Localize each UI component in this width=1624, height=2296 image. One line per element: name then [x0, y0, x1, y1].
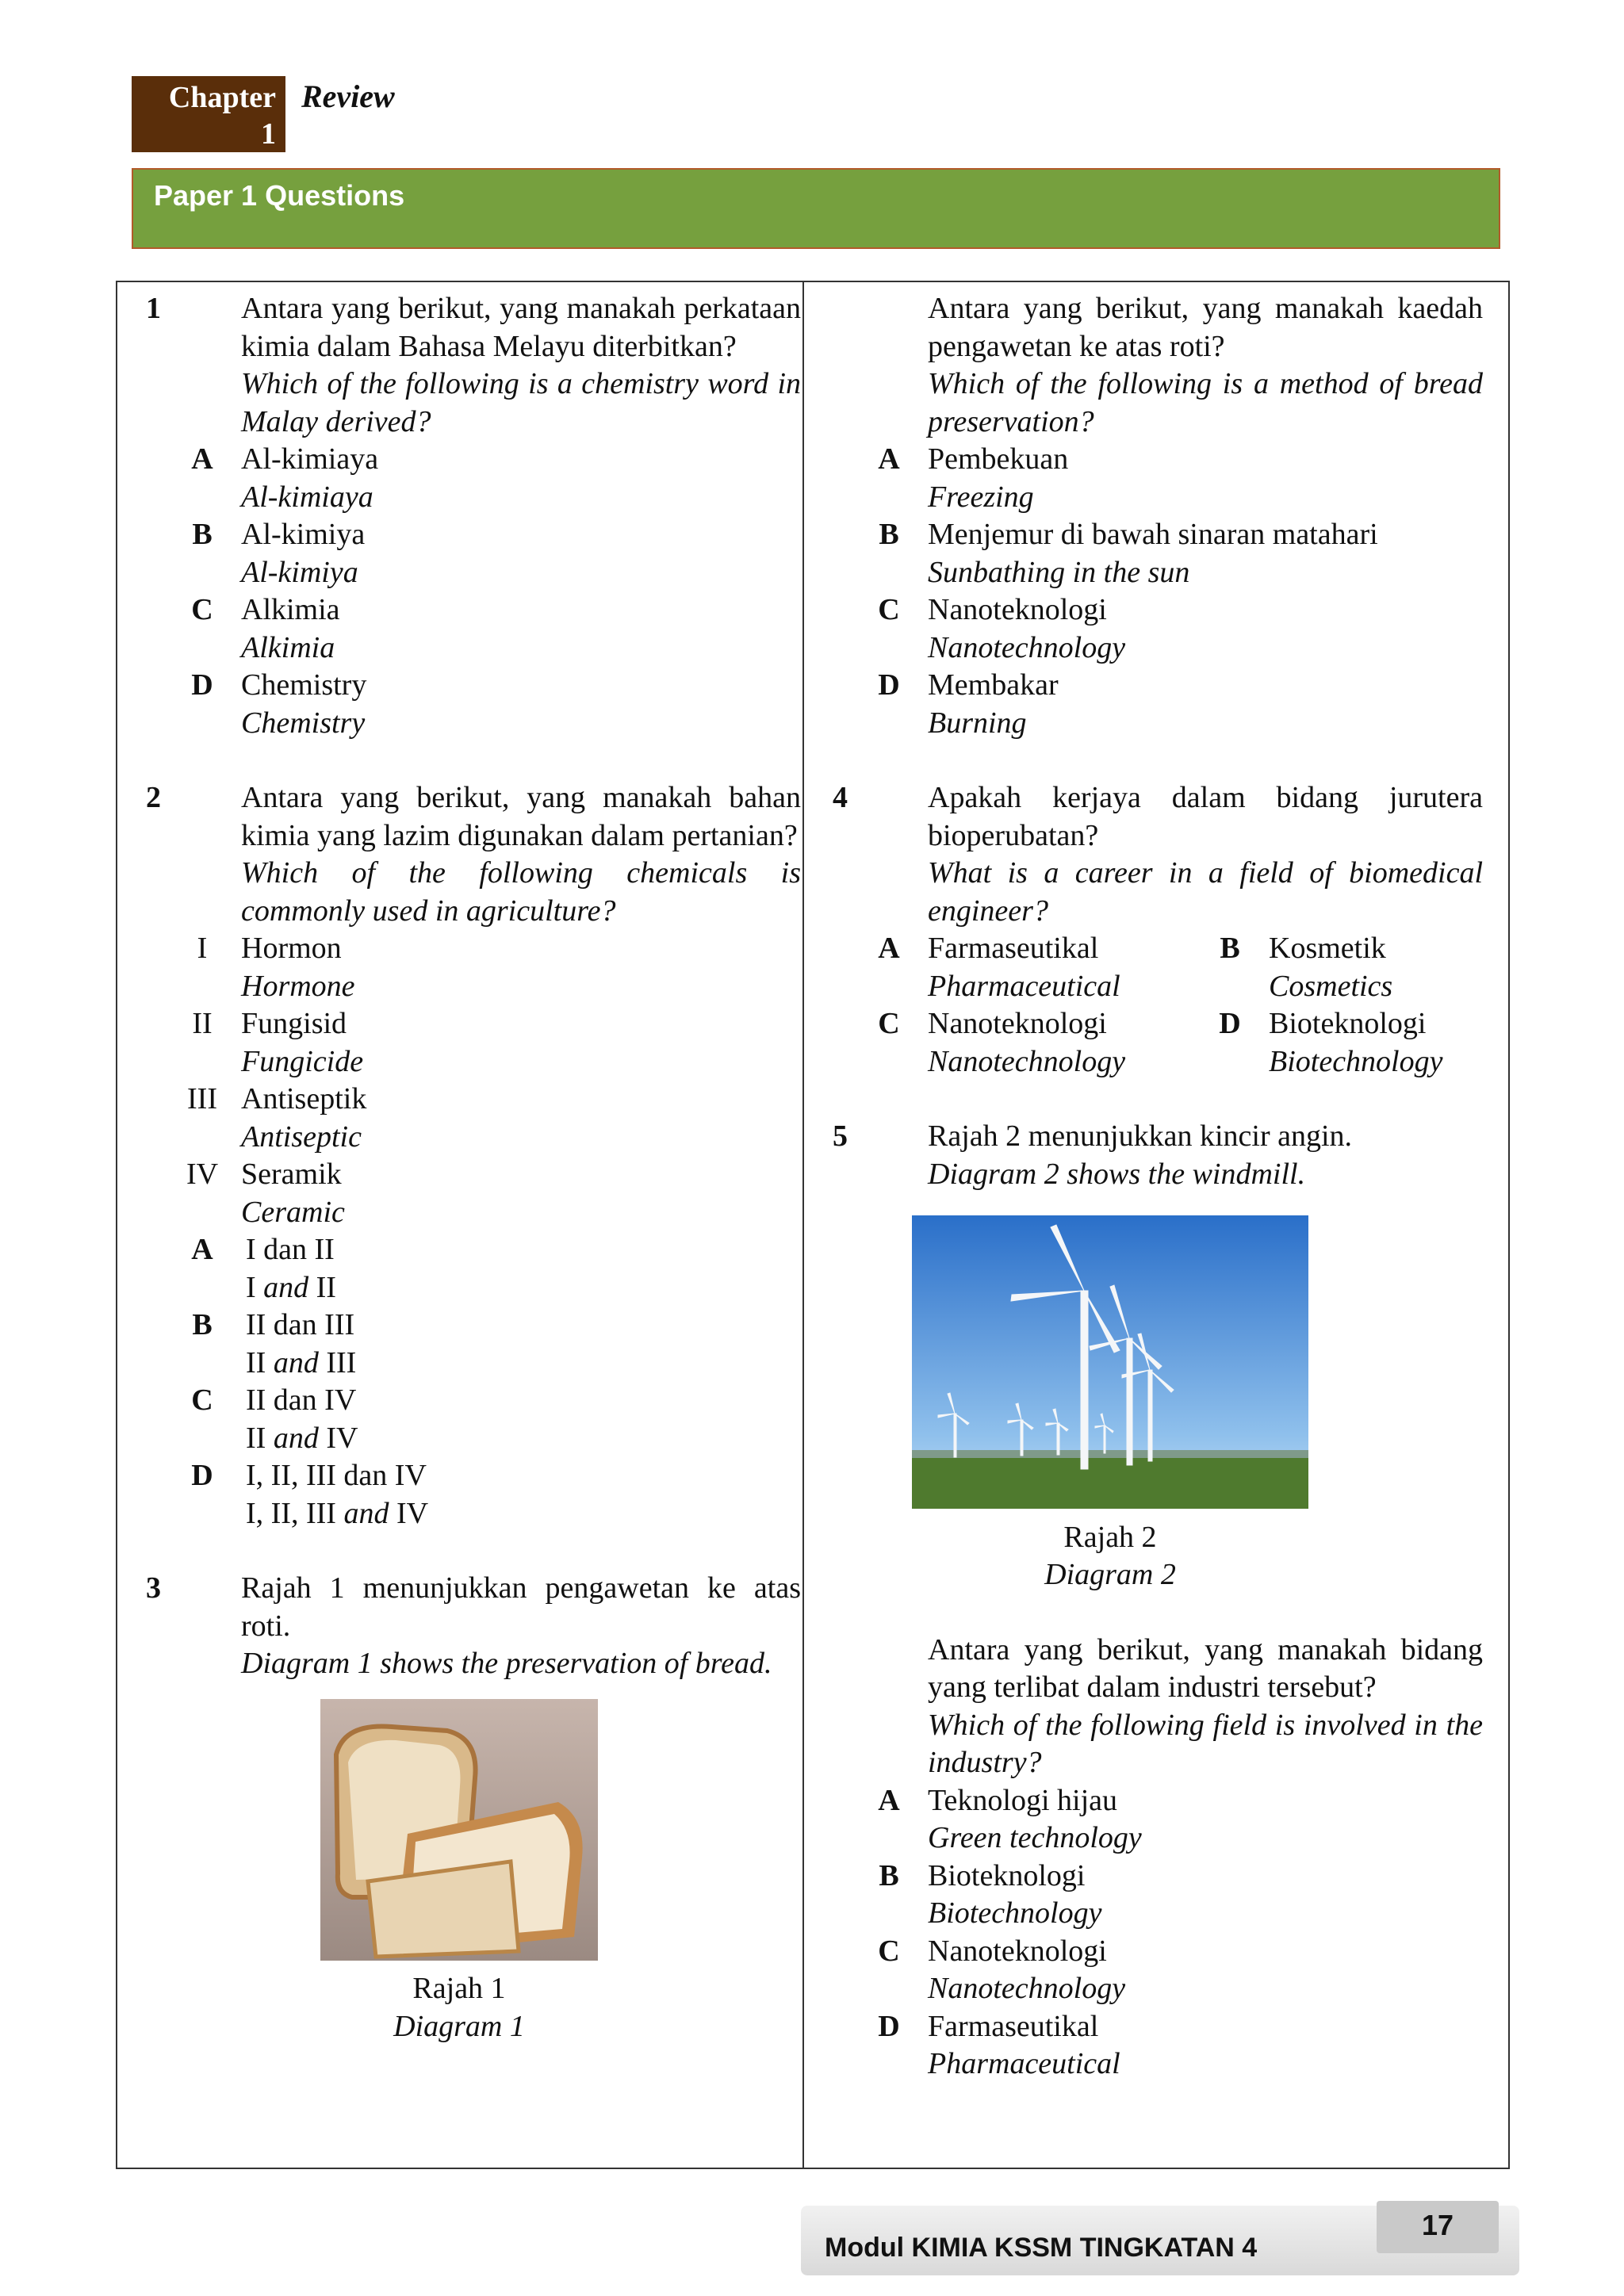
- question-2: [146, 779, 801, 1533]
- question-3: [146, 1570, 801, 2045]
- option-text-en: Alkimia: [241, 630, 335, 664]
- figure-caption-en: Diagram 2: [1044, 1558, 1176, 1591]
- statement-numeral: II: [192, 1007, 213, 1040]
- option-c: [878, 591, 1483, 667]
- option-b: [192, 516, 801, 591]
- chapter-review-title: Review: [301, 78, 395, 114]
- option-text-en: Al-kimiaya: [241, 480, 373, 514]
- option-text-en: Chemistry: [241, 706, 366, 740]
- option-text-ms: Teknologi hijau: [928, 1783, 1118, 1817]
- option-a: [191, 1231, 801, 1307]
- question-intro-en: Diagram 1 shows the preservation of bread.: [241, 1647, 772, 1680]
- option-text-ms: Bioteknologi: [1269, 1007, 1427, 1040]
- statement-numeral: I: [197, 932, 208, 965]
- option-c: [878, 1933, 1483, 2008]
- statement-text-en: Hormone: [241, 969, 355, 1003]
- option-letter: D: [878, 2009, 900, 2043]
- right-column: [833, 282, 1483, 2084]
- option-text-en: Nanotechnology: [928, 1044, 1126, 1078]
- diagram-1: [117, 1699, 801, 2046]
- statement-ii: [192, 1005, 801, 1081]
- option-a: [878, 441, 1483, 516]
- option-letter: A: [878, 932, 900, 965]
- figure-caption-ms: Rajah 2: [1063, 1520, 1157, 1554]
- option-letter: B: [1220, 932, 1240, 965]
- option-text-ms: II dan III: [246, 1308, 355, 1341]
- option-text-ms: I dan II: [246, 1233, 335, 1266]
- option-text-ms: Membakar: [928, 668, 1059, 702]
- statement-text-ms: Antiseptik: [241, 1082, 367, 1115]
- option-text-en: Nanotechnology: [928, 630, 1126, 664]
- option-text-en: Biotechnology: [928, 1896, 1102, 1930]
- option-text-en: Cosmetics: [1269, 969, 1393, 1003]
- diagram-2: [864, 1215, 1356, 1594]
- option-d: [1219, 1005, 1443, 1081]
- option-letter: C: [878, 1007, 900, 1040]
- option-letter: A: [878, 1783, 900, 1817]
- question-stem-en: Which of the following field is involved in the industry?: [928, 1708, 1483, 1779]
- option-text-ms: Al-kimiya: [241, 518, 366, 551]
- option-b: [192, 1307, 801, 1382]
- windmill-image: [912, 1215, 1308, 1509]
- statement-text-en: Fungicide: [241, 1044, 364, 1078]
- question-number: 4: [833, 781, 848, 814]
- question-intro-ms: Rajah 2 menunjukkan kincir angin.: [928, 1119, 1353, 1153]
- question-stem-en: What is a career in a field of biomedical engineer?: [928, 856, 1483, 928]
- option-letter: A: [878, 442, 900, 476]
- statement-iii: [187, 1081, 801, 1156]
- question-stem-en: Which of the following is a method of bread preservation?: [928, 367, 1483, 438]
- option-text-ms: Chemistry: [241, 668, 367, 702]
- option-text-en: II and IV: [246, 1421, 358, 1455]
- option-d: [191, 667, 801, 742]
- left-column: [146, 282, 801, 2045]
- option-letter: D: [191, 1459, 213, 1492]
- question-1: [146, 290, 801, 742]
- option-text-ms: II dan IV: [246, 1383, 357, 1417]
- option-text-ms: Nanoteknologi: [928, 1934, 1107, 1968]
- option-letter: A: [191, 442, 213, 476]
- option-letter: B: [879, 518, 899, 551]
- option-letter: C: [191, 593, 213, 626]
- question-number: 1: [146, 292, 161, 325]
- option-text-en: Burning: [928, 706, 1027, 740]
- statement-text-ms: Fungisid: [241, 1007, 347, 1040]
- option-letter: D: [191, 668, 213, 702]
- paper-banner: [132, 168, 1500, 249]
- question-number: 2: [146, 781, 161, 814]
- statement-numeral: III: [187, 1082, 217, 1115]
- option-text-ms: Al-kimiaya: [241, 442, 379, 476]
- option-text-ms: Menjemur di bawah sinaran matahari: [928, 518, 1378, 551]
- question-intro-en: Diagram 2 shows the windmill.: [928, 1157, 1306, 1191]
- questions-table: [116, 281, 1510, 2169]
- paper-banner-title: Paper 1 Questions: [154, 179, 405, 212]
- question-stem-ms: Antara yang berikut, yang manakah kaedah pengawetan ke atas roti?: [928, 292, 1483, 363]
- question-number: 5: [833, 1119, 848, 1153]
- chapter-number: 1: [261, 117, 276, 151]
- option-d: [878, 2008, 1483, 2084]
- option-text-ms: I, II, III dan IV: [246, 1459, 427, 1492]
- question-stem-ms: Antara yang berikut, yang manakah bidang yang terlibat dalam industri tersebut?: [928, 1632, 1483, 1704]
- option-a: [878, 1782, 1483, 1858]
- question-stem-ms: Apakah kerjaya dalam bidang jurutera bioperubatan?: [928, 781, 1483, 852]
- option-text-ms: Kosmetik: [1269, 932, 1386, 965]
- column-divider: [802, 282, 804, 2168]
- option-letter: B: [879, 1858, 899, 1892]
- option-letter: D: [878, 668, 900, 702]
- option-text-en: Nanotechnology: [928, 1972, 1126, 2005]
- chapter-text: Chapter: [168, 81, 276, 114]
- option-b: [879, 1858, 1483, 1933]
- option-text-ms: Pembekuan: [928, 442, 1069, 476]
- figure-caption-en: Diagram 1: [393, 2009, 525, 2043]
- option-letter: C: [878, 593, 900, 626]
- figure-caption-ms: Rajah 1: [412, 1972, 506, 2005]
- page-number: 17: [1421, 2209, 1454, 2241]
- option-text-en: Pharmaceutical: [928, 969, 1120, 1003]
- option-text-ms: Alkimia: [241, 593, 340, 626]
- option-letter: B: [192, 1308, 213, 1341]
- option-text-en: Biotechnology: [1269, 1044, 1443, 1078]
- question-stem-en: Which of the following chemicals is commonly used in agriculture?: [241, 856, 801, 928]
- statement-iv: [186, 1156, 801, 1231]
- option-letter: C: [878, 1934, 900, 1968]
- option-text-ms: Farmaseutikal: [928, 932, 1099, 965]
- option-text-en: Sunbathing in the sun: [928, 555, 1190, 589]
- option-letter: D: [1219, 1007, 1241, 1040]
- option-text-en: I and II: [246, 1270, 336, 1304]
- option-text-ms: Farmaseutikal: [928, 2009, 1099, 2043]
- option-d: [878, 667, 1483, 742]
- option-b: [1220, 930, 1393, 1005]
- option-c: [191, 1382, 801, 1457]
- options-grid: [878, 930, 1483, 1081]
- statement-numeral: IV: [186, 1158, 219, 1191]
- option-text-en: I, II, III and IV: [246, 1496, 429, 1530]
- question-intro-ms: Rajah 1 menunjukkan pengawetan ke atas roti.: [241, 1571, 801, 1643]
- question-5: [833, 1118, 1483, 2084]
- question-number: 3: [146, 1571, 161, 1605]
- option-letter: A: [191, 1233, 213, 1266]
- option-text-en: II and III: [246, 1345, 357, 1380]
- option-c: [191, 591, 801, 667]
- option-b: [879, 516, 1483, 591]
- option-text-ms: Nanoteknologi: [928, 1007, 1107, 1040]
- page-number-tab: [1377, 2201, 1499, 2253]
- question-stem-ms: Antara yang berikut, yang manakah bahan kimia yang lazim digunakan dalam pertanian?: [241, 781, 801, 852]
- module-title: Modul KIMIA KSSM TINGKATAN 4: [825, 2233, 1258, 2263]
- option-text-ms: Nanoteknologi: [928, 593, 1107, 626]
- option-text-ms: Bioteknologi: [928, 1858, 1086, 1892]
- option-letter: C: [191, 1383, 213, 1417]
- question-stem-ms: Antara yang berikut, yang manakah perkataan kimia dalam Bahasa Melayu diterbitkan?: [241, 292, 801, 363]
- statement-text-en: Antiseptic: [241, 1119, 362, 1154]
- chapter-label: [132, 76, 285, 152]
- option-d: [191, 1457, 801, 1533]
- option-a: [191, 441, 801, 516]
- option-text-en: Al-kimiya: [241, 555, 358, 589]
- option-letter: B: [192, 518, 213, 551]
- statement-text-ms: Hormon: [241, 932, 342, 965]
- question-3-continued: [833, 290, 1483, 742]
- bread-image: [320, 1699, 598, 1961]
- question-4: [833, 779, 1483, 1081]
- statement-text-en: Ceramic: [241, 1195, 345, 1229]
- option-text-en: Green technology: [928, 1821, 1142, 1854]
- statement-text-ms: Seramik: [241, 1158, 342, 1191]
- option-text-en: Freezing: [928, 480, 1034, 514]
- statement-i: [197, 930, 801, 1005]
- question-stem-en: Which of the following is a chemistry word in Malay derived?: [241, 367, 801, 438]
- option-text-en: Pharmaceutical: [928, 2047, 1120, 2080]
